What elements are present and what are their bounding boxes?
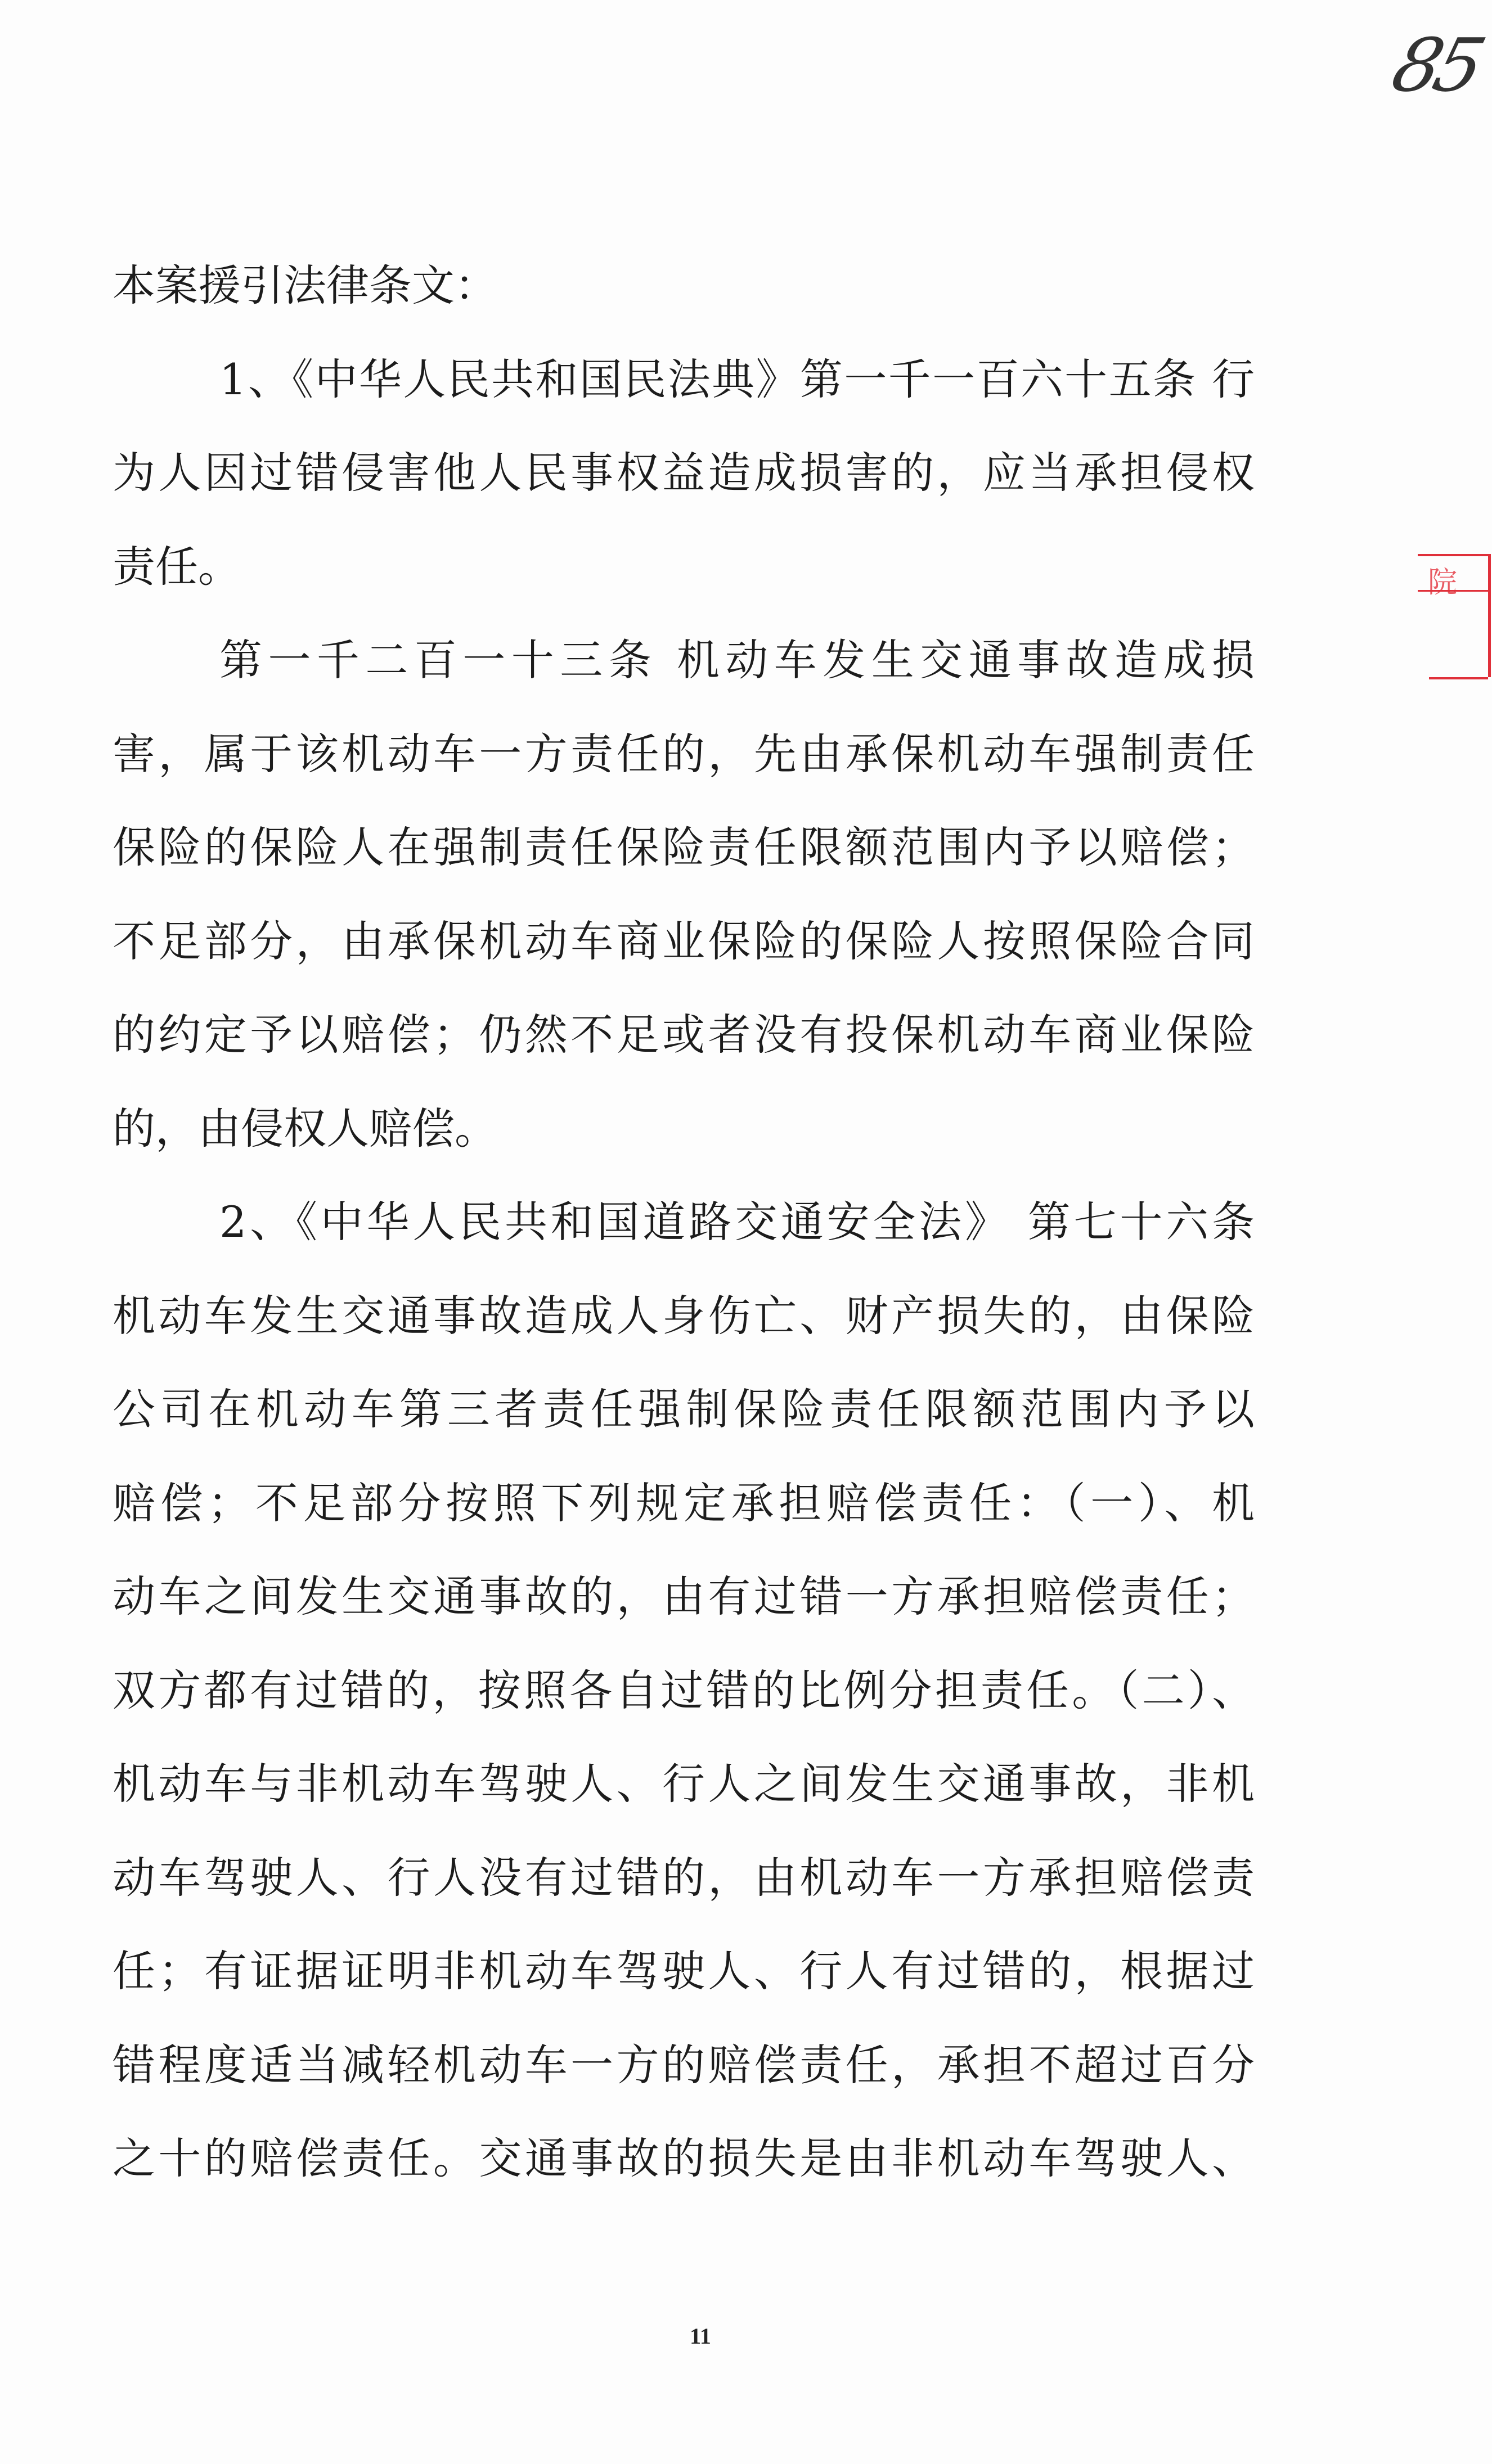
text-line: 错程度适当减轻机动车一方的赔偿责任，承担不超过百分 xyxy=(113,2039,1255,2090)
text-line: 1、《中华人民共和国民法典》第一千一百六十五条 行 xyxy=(219,354,1255,404)
text-line: 的，由侵权人赔偿。 xyxy=(113,1103,497,1154)
text-line: 不足部分，由承保机动车商业保险的保险人按照保险合同 xyxy=(113,916,1255,966)
text-line: 本案援引法律条文： xyxy=(113,260,497,310)
text-line: 赔偿；不足部分按照下列规定承担赔偿责任：（一）、机 xyxy=(113,1478,1255,1528)
text-line: 任；有证据证明非机动车驾驶人、行人有过错的，根据过 xyxy=(113,1946,1255,1996)
text-line: 害，属于该机动车一方责任的，先由承保机动车强制责任 xyxy=(113,728,1255,779)
text-line: 责任。 xyxy=(113,541,241,592)
text-line: 第一千二百一十三条 机动车发生交通事故造成损 xyxy=(219,635,1255,685)
text-line: 的约定予以赔偿；仍然不足或者没有投保机动车商业保险 xyxy=(113,1010,1255,1060)
stamp-text: 院 xyxy=(1428,566,1458,600)
text-line: 机动车与非机动车驾驶人、行人之间发生交通事故，非机 xyxy=(113,1759,1255,1809)
text-line: 动车驾驶人、行人没有过错的，由机动车一方承担赔偿责 xyxy=(113,1852,1255,1903)
text-line: 机动车发生交通事故造成人身伤亡、财产损失的，由保险 xyxy=(113,1290,1255,1341)
court-seal-stamp xyxy=(1418,554,1491,677)
page-number: 11 xyxy=(690,2323,711,2349)
handwritten-page-number: 85 xyxy=(1383,22,1489,108)
text-line: 之十的赔偿责任。交通事故的损失是由非机动车驾驶人、 xyxy=(113,2133,1255,2183)
text-line: 保险的保险人在强制责任保险责任限额范围内予以赔偿； xyxy=(113,822,1255,872)
stamp-border xyxy=(1429,677,1488,679)
text-line: 2、《中华人民共和国道路交通安全法》 第七十六条 xyxy=(219,1197,1255,1247)
text-line: 动车之间发生交通事故的，由有过错一方承担赔偿责任； xyxy=(113,1571,1255,1621)
text-line: 为人因过错侵害他人民事权益造成损害的，应当承担侵权 xyxy=(113,448,1255,498)
stamp-divider xyxy=(1418,590,1488,592)
text-line: 双方都有过错的，按照各自过错的比例分担责任。（二）、 xyxy=(113,1665,1255,1715)
text-line: 公司在机动车第三者责任强制保险责任限额范围内予以 xyxy=(113,1384,1255,1434)
